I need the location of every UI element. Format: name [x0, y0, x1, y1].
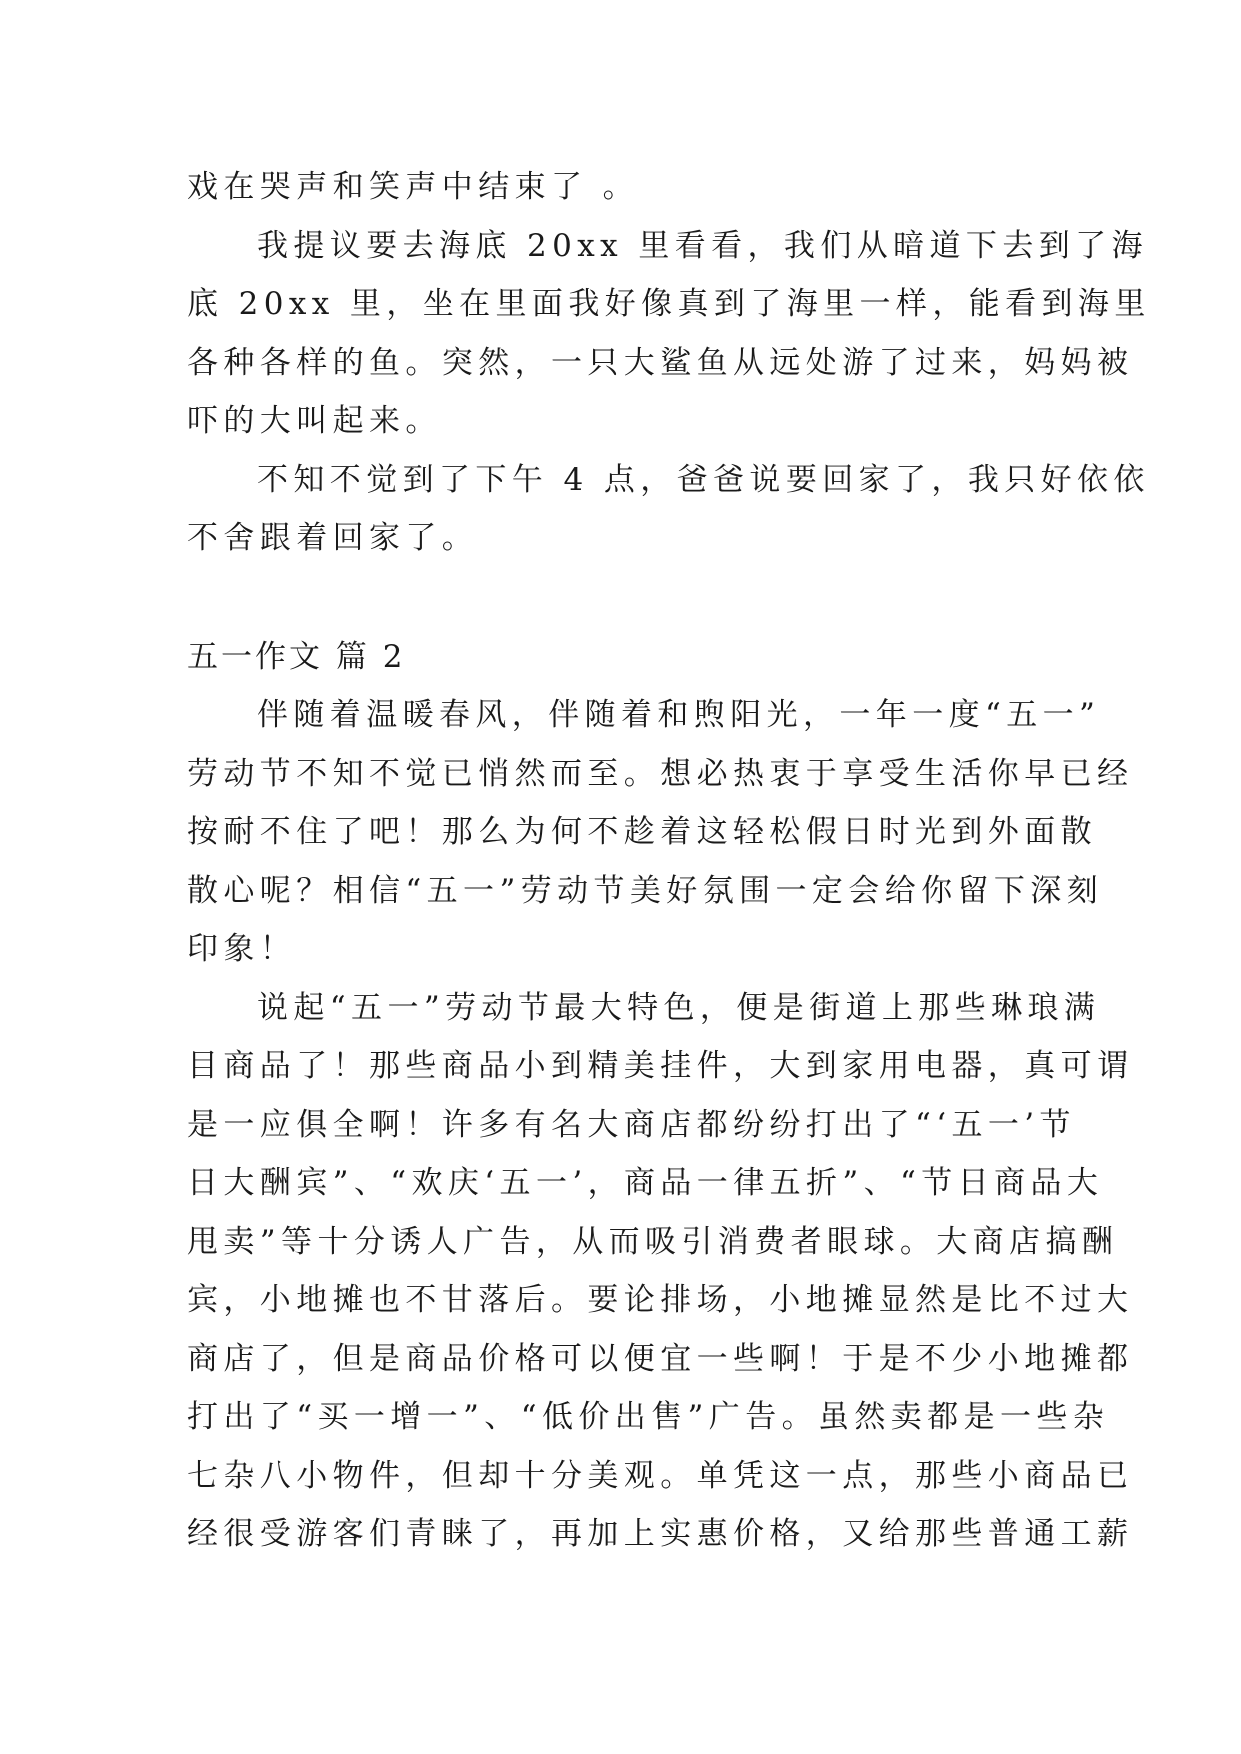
section-spacer: [187, 568, 1057, 628]
text-line: 说起“五一”劳动节最大特色，便是街道上那些琳琅满: [257, 989, 1101, 1026]
text-line: 按耐不住了吧！那么为何不趁着这轻松假日时光到外面散: [187, 814, 1097, 850]
text-line: 日大酬宾”、“欢庆‘五一’，商品一律五折”、“节日商品大: [187, 1165, 1104, 1201]
text-line: 经很受游客们青睐了，再加上实惠价格，又给那些普通工薪: [187, 1516, 1134, 1552]
text-line: 不舍跟着回家了。: [187, 520, 479, 556]
text-line: 是一应俱全啊！许多有名大商店都纷纷打出了“‘五一’节: [187, 1106, 1076, 1143]
document-page: [187, 158, 1151, 1564]
text-line: 宾，小地摊也不甘落后。要论排场，小地摊显然是比不过大: [187, 1282, 1134, 1318]
text-line: 不知不觉到了下午 4 点，爸爸说要回家了，我只好依依: [257, 461, 1150, 498]
text-line: 目商品了！那些商品小到精美挂件，大到家用电器，真可谓: [187, 1048, 1134, 1084]
text-line: 戏在哭声和笑声中结束了 。: [187, 169, 640, 205]
text-line: 散心呢？相信“五一”劳动节美好氛围一定会给你留下深刻: [187, 872, 1104, 909]
text-line: 打出了“买一增一”、“低价出售”广告。虽然卖都是一些杂: [187, 1399, 1110, 1435]
text-line: 伴随着温暖春风，伴随着和煦阳光，一年一度“五一”: [257, 697, 1101, 733]
text-line: 七杂八小物件，但却十分美观。单凭这一点，那些小商品已: [187, 1457, 1134, 1494]
text-line: 印象！: [187, 931, 297, 967]
text-line: 吓的大叫起来。: [187, 403, 442, 439]
text-line: 劳动节不知不觉已悄然而至。想必热衷于享受生活你早已经: [187, 755, 1134, 792]
text-line: 甩卖”等十分诱人广告，从而吸引消费者眼球。大商店搞酬: [187, 1223, 1119, 1260]
text-line: 底 20xx 里，坐在里面我好像真到了海里一样，能看到海里: [187, 286, 1151, 322]
section-heading: 五一作文 篇 2: [187, 638, 406, 675]
text-line: 商店了，但是商品价格可以便宜一些啊！于是不少小地摊都: [187, 1340, 1134, 1377]
text-line: 我提议要去海底 20xx 里看看，我们从暗道下去到了海: [257, 227, 1148, 264]
text-line: 各种各样的鱼。突然，一只大鲨鱼从远处游了过来，妈妈被: [187, 344, 1134, 381]
